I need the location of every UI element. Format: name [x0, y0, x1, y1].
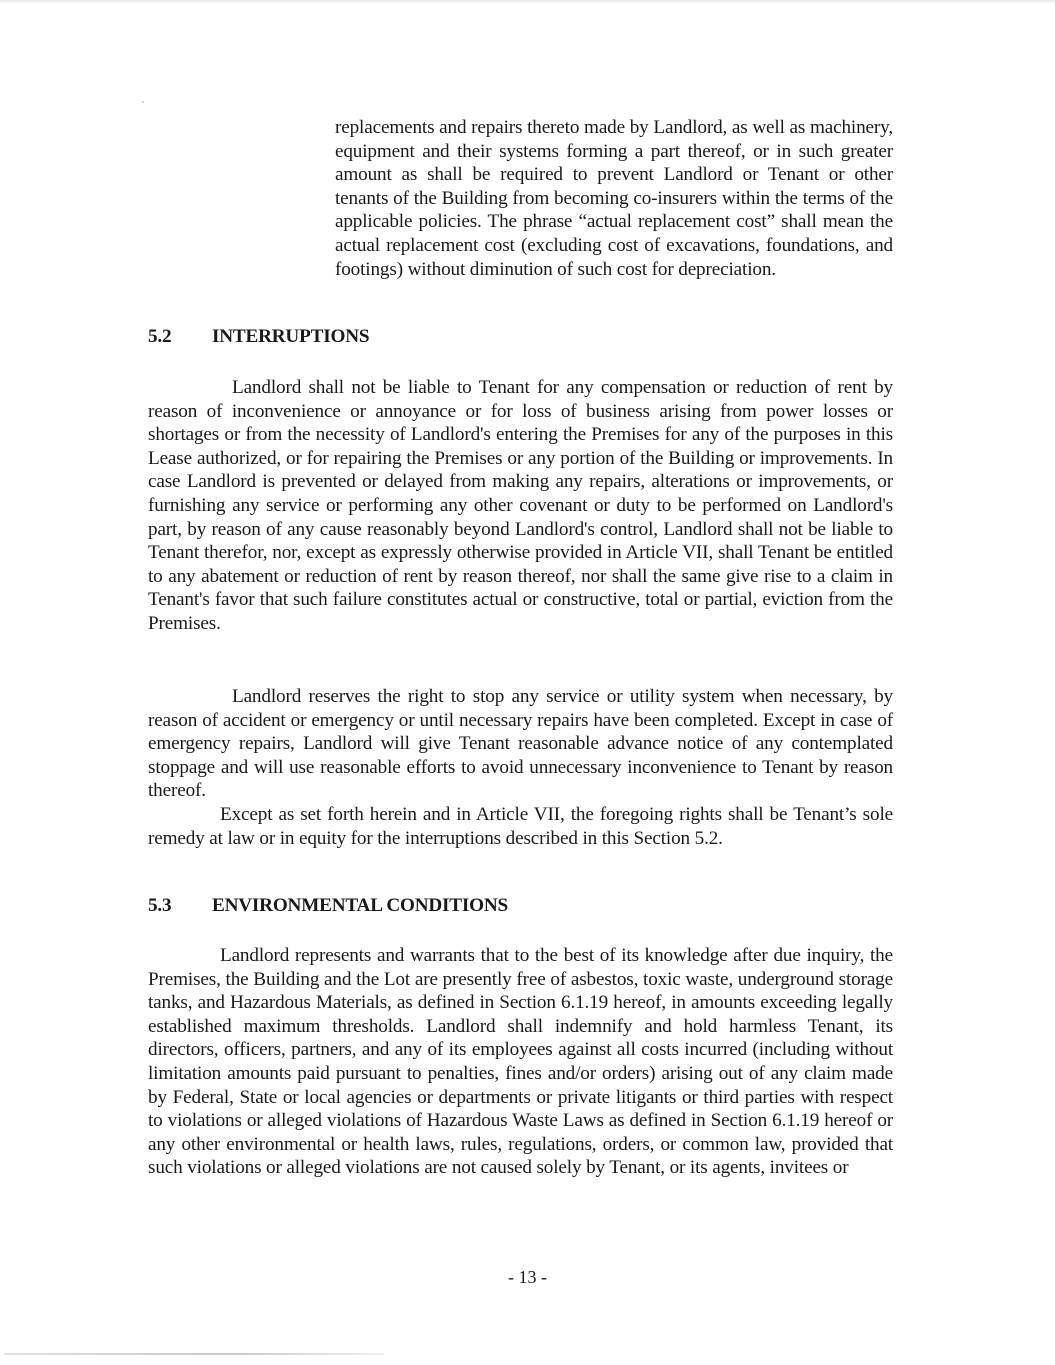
interruptions-paragraph-3: Except as set forth herein and in Article VII, the foregoing rights shall be Tenant’s sole remedy at law or in equity for the interruptions described in this Section 5.2. [148, 804, 893, 849]
interruptions-paragraph-2: Landlord reserves the right to stop any service or utility system when necessary, by reason of accident or emergency or until necessary repairs have been completed. Except in case of emergency repairs, Landlord will give Tenant reasonable advance notice of any contemplated stoppage and will use reasonable efforts to avoid unnecessary inconvenience to Tenant by reason thereof. [148, 686, 893, 802]
scan-speck [142, 101, 144, 103]
continuation-paragraph: replacements and repairs thereto made by Landlord, as well as machinery, equipment and their systems forming a part thereof, or in such greater amount as shall be required to prevent Landlord or Tenant or other tenants of the Building from becoming co-insurers within the terms of the applicable policies. The phrase “actual replacement cost” shall mean the actual replacement cost (excluding cost of excavations, foundations, and footings) without diminution of such cost for depreciation. [335, 117, 893, 280]
section-number: 5.3 [148, 895, 172, 916]
environmental-paragraph-1: Landlord represents and warrants that to the best of its knowledge after due inquiry, the Premises, the Building and the Lot are presently free of asbestos, toxic waste, underground storage tanks, and Hazardous Materials, as defined in Section 6.1.19 hereof, in amounts exceeding legally established maximum thresholds. Landlord shall indemnify and hold harmless Tenant, its directors, officers, partners, and any of its employees against all costs incurred (including without limitation amounts paid pursuant to penalties, fines and/or orders) arising out of any claim made by Federal, State or local agencies or departments or private litigants or third parties with respect to violations or alleged violations of Hazardous Waste Laws as defined in Section 6.1.19 hereof or any other environmental or health laws, rules, regulations, orders, or common law, provided that such violations or alleged violations are not caused solely by Tenant, or its agents, invitees or [148, 945, 893, 1179]
interruptions-paragraph-1: Landlord shall not be liable to Tenant for any compensation or reduction of rent by reason of inconvenience or annoyance or for loss of business arising from power losses or shortages or from the necessity of Landlord's entering the Premises for any of the purposes in this Lease authorized, or for repairing the Premises or any portion of the Building or improvements. In case Landlord is prevented or delayed from making any repairs, alterations or improvements, or furnishing any service or performing any other covenant or duty to be performed on Landlord's part, by reason of any cause reasonably beyond Landlord's control, Landlord shall not be liable to Tenant therefor, nor, except as expressly otherwise provided in Article VII, shall Tenant be entitled to any abatement or reduction of rent by reason thereof, nor shall the same give rise to a claim in Tenant's favor that such failure constitutes actual or constructive, total or partial, eviction from the Premises. [148, 377, 893, 634]
scan-bottom-edge [4, 1353, 384, 1355]
section-heading-5-2 [148, 325, 369, 348]
section-heading-5-3 [148, 894, 508, 917]
scan-edge-shadow [0, 0, 1055, 4]
section-number: 5.2 [148, 326, 172, 347]
page-number: - 13 - [508, 1267, 547, 1287]
section-title: ENVIRONMENTAL CONDITIONS [212, 895, 509, 916]
section-title: INTERRUPTIONS [212, 326, 370, 347]
